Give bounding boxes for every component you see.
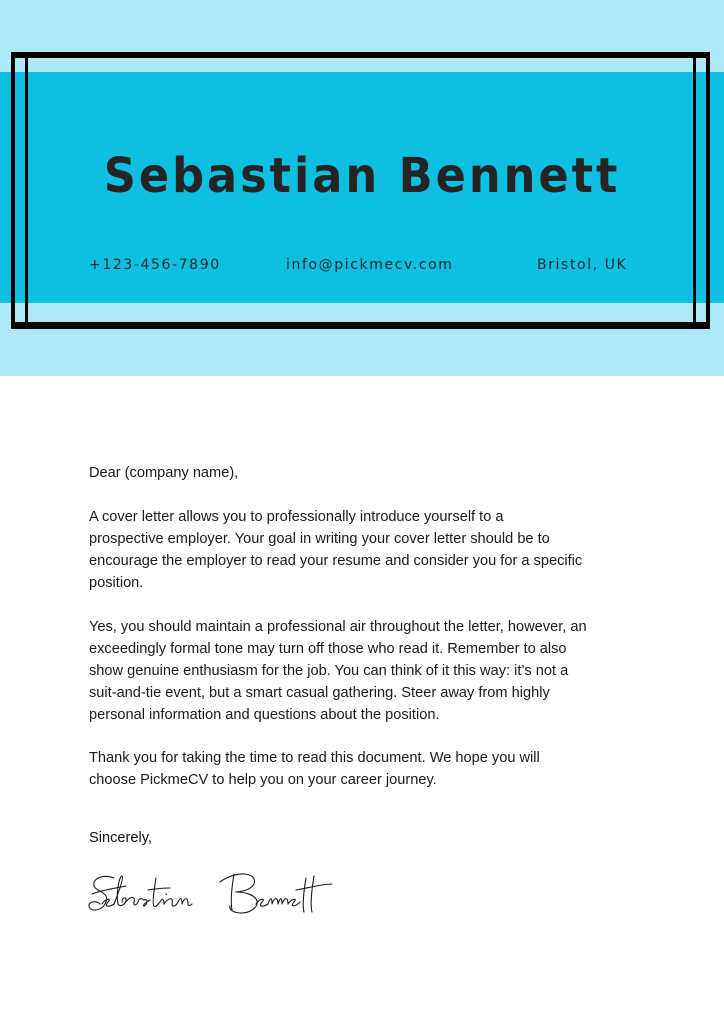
letter-greeting [89,462,669,484]
letter-paragraph-1 [89,506,669,594]
paragraph-line: show genuine enthusiasm for the job. You can think of it this way: it’s not a [89,663,569,679]
greeting-text: Dear (company name), [89,465,239,481]
letter-paragraph-3 [89,747,669,791]
contact-location: Bristol, UK [537,257,628,273]
paragraph-line: A cover letter allows you to professionally introduce yourself to a [89,509,504,525]
paragraph-line: prospective employer. Your goal in writing your cover letter should be to [89,531,550,547]
applicant-name-title: Sebastian Bennett [103,148,621,204]
paragraph-line: choose PickmeCV to help you on your career journey. [89,772,437,788]
contact-phone: +123-456-7890 [89,257,221,273]
paragraph-line: personal information and questions about the position. [89,707,440,723]
paragraph-line: suit-and-tie event, but a smart casual gathering. Steer away from highly [89,685,550,701]
paragraph-line: exceedingly formal tone may turn off those who read it. Remember to also [89,641,567,657]
paragraph-line: Yes, you should maintain a professional air throughout the letter, however, an [89,619,587,635]
paragraph-line: Thank you for taking the time to read this document. We hope you will [89,750,540,766]
letter-paragraph-2 [89,616,669,726]
contact-email: info@pickmecv.com [286,257,454,273]
letter-closing: Sincerely, [89,830,152,846]
paragraph-line: position. [89,575,144,591]
paragraph-line: encourage the employer to read your resume and consider you for a specific [89,553,583,569]
handwritten-signature [86,864,336,924]
